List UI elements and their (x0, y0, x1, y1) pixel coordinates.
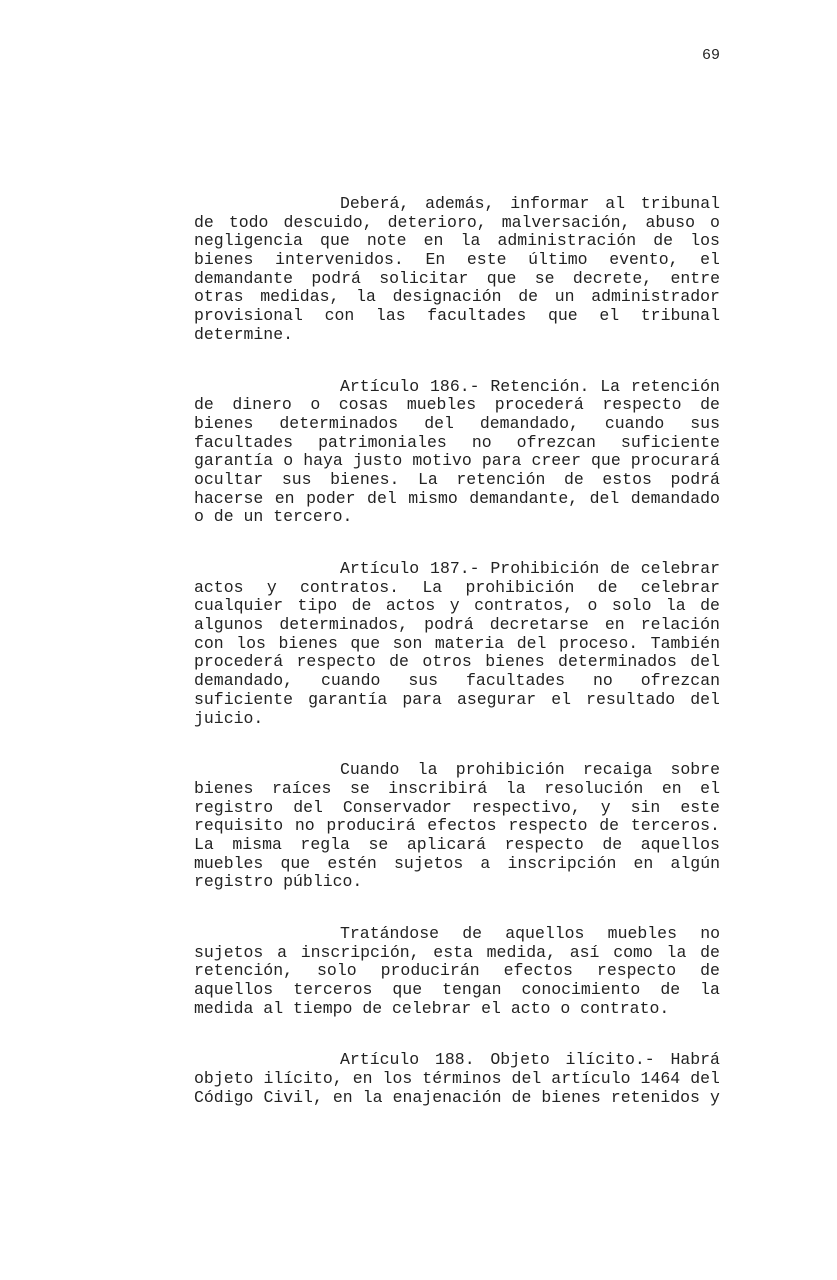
text-line (194, 1070, 720, 1089)
word: ilícito, (263, 1069, 343, 1089)
word: suficiente (194, 689, 294, 709)
word: actos (194, 577, 244, 597)
word: inscripción (507, 853, 617, 873)
word: respecto (596, 961, 677, 981)
word: de (194, 395, 214, 415)
word: terceros. (630, 816, 720, 836)
text-line (194, 817, 720, 836)
word: inscribirá (388, 778, 488, 798)
text-line (194, 471, 720, 490)
word: negligencia (194, 231, 303, 251)
word: de (700, 596, 720, 616)
word: de (700, 942, 720, 962)
word: Cuando (340, 760, 400, 780)
text-line (194, 560, 720, 579)
word: ofrezcan (516, 432, 596, 452)
word: ocultar (194, 469, 264, 489)
word: administrador (591, 287, 720, 307)
word: informar (510, 194, 590, 213)
word: medida, (486, 942, 556, 962)
word: el (551, 689, 572, 709)
text-line (194, 635, 720, 654)
word: aquellos (194, 980, 274, 1000)
word: de (564, 469, 584, 489)
word: 1464 (640, 1069, 681, 1089)
word: que (591, 451, 621, 471)
word: terceros (293, 980, 373, 1000)
word: sus (690, 413, 720, 433)
word: respectivo, (471, 797, 581, 817)
word: prohibición (455, 760, 565, 780)
text-line (194, 415, 720, 434)
word: en (274, 488, 295, 508)
word: contratos. (300, 577, 400, 597)
page-number: 69 (701, 47, 720, 64)
word: bienes (485, 652, 545, 672)
word: respecto (508, 816, 588, 836)
word: motivo (412, 451, 472, 471)
word: celebrar (640, 577, 720, 597)
word: del (293, 797, 323, 817)
word: el (700, 250, 720, 270)
word: que (547, 306, 578, 326)
word: en (661, 778, 682, 798)
word: que (392, 980, 423, 1000)
word: y (449, 596, 460, 616)
word: retención (456, 469, 546, 489)
word: con (194, 633, 224, 653)
word: de (511, 1087, 532, 1107)
word: del (424, 413, 454, 433)
word: estén (327, 853, 377, 873)
word: la (417, 760, 438, 780)
word: 187.- (430, 559, 480, 578)
word: celebrar (640, 559, 720, 578)
text-line (194, 307, 720, 326)
word: todo (228, 212, 269, 232)
word: cosas (338, 395, 389, 415)
word: de (610, 559, 630, 578)
word: aquellos (505, 924, 585, 943)
text-line (194, 288, 720, 307)
word: Deberá, (340, 194, 410, 213)
word: la (362, 1087, 383, 1107)
word: este (466, 250, 507, 270)
text-line: medida al tiempo de celebrar el acto o contrato. (194, 998, 670, 1018)
word: demandante, (469, 488, 579, 508)
word: justo (352, 451, 403, 471)
word: deterioro, (387, 212, 487, 232)
text-line (194, 836, 720, 855)
word: demandado (630, 488, 720, 508)
word: procederá (494, 395, 584, 415)
word: bienes (541, 1087, 601, 1107)
word: hacerse (194, 488, 264, 508)
word: intervenidos. (275, 250, 404, 270)
word: demandante (194, 268, 294, 288)
word: se (368, 834, 389, 854)
word: raíces (271, 778, 332, 798)
word: Conservador (342, 797, 452, 817)
word: efectos (503, 961, 573, 981)
word: el (599, 306, 620, 326)
word: suficiente (620, 432, 720, 452)
word: de (351, 596, 372, 616)
word: de (599, 816, 620, 836)
paragraph (194, 378, 720, 528)
text-line (194, 799, 720, 818)
word: Artículo (340, 376, 420, 396)
word: y (266, 577, 277, 597)
word: la (666, 942, 687, 962)
word: evento, (609, 250, 679, 270)
word: respecto (504, 834, 584, 854)
word: la (700, 980, 720, 1000)
word: registro (194, 797, 274, 817)
word: determinados (558, 652, 677, 672)
word: abuso (645, 212, 695, 232)
word: los (236, 633, 266, 653)
text-line (194, 925, 720, 944)
word: Artículo (340, 559, 420, 578)
word: en (633, 853, 654, 873)
word: administración (497, 231, 637, 251)
paragraph (194, 925, 720, 1018)
word: de (602, 834, 623, 854)
word: de (700, 961, 720, 981)
word: no (471, 432, 492, 452)
word: del (690, 689, 720, 709)
word: note (366, 231, 407, 251)
word: podrá (424, 615, 474, 635)
text-line (194, 691, 720, 710)
word: del (690, 652, 720, 672)
word: En (425, 250, 446, 270)
word: garantía (308, 689, 388, 709)
word: sujetos (393, 853, 464, 873)
word: misma (232, 834, 282, 854)
word: proceso. (558, 633, 639, 653)
word: o (310, 395, 321, 415)
word: decretarse (489, 615, 589, 635)
text-line (194, 616, 720, 635)
word: un (554, 287, 575, 307)
word: procederá (194, 652, 284, 672)
word: en (332, 1087, 353, 1107)
word: podrá (311, 268, 361, 288)
text-line (194, 490, 720, 509)
word: producirá (326, 816, 416, 836)
word: y (600, 797, 611, 817)
word: mismo (408, 488, 458, 508)
word: tengan (442, 980, 502, 1000)
word: ilícito.- (565, 1050, 655, 1070)
word: esta (433, 942, 473, 962)
word: Objeto (490, 1050, 550, 1070)
text-line (194, 579, 720, 598)
text-line: juicio. (194, 708, 264, 728)
text-line (194, 270, 720, 289)
word: como (613, 942, 653, 962)
word: inscripción, (300, 942, 420, 962)
word: sin (630, 797, 661, 817)
word: entre (670, 268, 720, 288)
word: efectos (427, 816, 497, 836)
word: actos (385, 596, 436, 616)
word: otras (194, 287, 244, 307)
word: los (690, 231, 720, 251)
word: cualquier (194, 596, 284, 616)
word: la (505, 778, 526, 798)
word: demandado, (194, 671, 294, 691)
word: o (587, 596, 598, 616)
word: al (605, 194, 625, 213)
word: así (569, 942, 600, 962)
word: retención, (194, 961, 294, 981)
paragraph (194, 761, 720, 892)
text-line (194, 597, 720, 616)
word: tribunal (640, 194, 720, 213)
word: no (593, 671, 613, 691)
text-line (194, 962, 720, 981)
word: cuando (320, 671, 381, 691)
paragraph (194, 560, 720, 728)
document-body (194, 195, 720, 1141)
word: aplicará (406, 834, 487, 854)
word: objeto (194, 1069, 254, 1089)
word: a (277, 942, 287, 962)
word: La (600, 376, 621, 396)
word: de (389, 652, 409, 672)
word: medidas, (260, 287, 340, 307)
word: de (518, 287, 539, 307)
word: del (589, 488, 620, 508)
text-line (194, 653, 720, 672)
word: la (356, 287, 376, 307)
word: de (660, 980, 681, 1000)
text-line (194, 1089, 720, 1108)
word: las (375, 306, 406, 326)
word: del (511, 1069, 542, 1089)
word: determinados (279, 413, 399, 433)
word: 186.- (430, 376, 480, 396)
word: estos (602, 469, 652, 489)
word: y (710, 1087, 720, 1107)
word: tipo (297, 596, 338, 616)
word: cuando (604, 413, 665, 433)
word: requisito (194, 816, 284, 836)
paragraph (194, 195, 720, 345)
word: retenidos (610, 1087, 700, 1107)
word: bienes (194, 778, 254, 798)
word: contratos, (474, 596, 574, 616)
word: conocimiento (521, 980, 641, 1000)
word: con (324, 306, 355, 326)
word: sobre (670, 760, 720, 780)
word: malversación, (501, 212, 631, 232)
word: en (604, 615, 625, 635)
word: que (350, 633, 381, 653)
word: haya (303, 451, 343, 471)
text-line (194, 232, 720, 251)
word: Retención. (490, 376, 590, 396)
word: dinero (232, 395, 292, 415)
word: en (423, 231, 444, 251)
word: determinados, (279, 615, 409, 635)
word: la (665, 596, 686, 616)
text-line (194, 761, 720, 780)
word: solo (611, 596, 652, 616)
word: facultades (194, 432, 294, 452)
word: La (194, 834, 214, 854)
word: podrá (670, 469, 720, 489)
word: sus (408, 671, 439, 691)
text-line (194, 855, 720, 874)
word: Código (194, 1087, 254, 1107)
word: de (597, 577, 618, 597)
text-line (194, 214, 720, 233)
word: tribunal (640, 306, 720, 326)
text-line (194, 378, 720, 397)
text-line (194, 780, 720, 799)
word: otros (422, 652, 472, 672)
text-line (194, 452, 720, 471)
word: Tratándose (340, 924, 440, 943)
word: de (462, 924, 483, 943)
text-line (194, 944, 720, 963)
word: que (486, 268, 517, 288)
word: en (352, 1069, 373, 1089)
word: enajenación (392, 1087, 502, 1107)
word: último (528, 250, 588, 270)
word: ofrezcan (640, 671, 720, 691)
word: retención (630, 376, 720, 396)
word: del (516, 633, 547, 653)
text-line (194, 251, 720, 270)
word: patrimoniales (318, 432, 447, 452)
word: También (650, 633, 720, 653)
word: procurará (630, 451, 720, 471)
word: el (700, 778, 720, 798)
text-line (194, 1051, 720, 1070)
word: Habrá (670, 1050, 720, 1070)
word: del (690, 1069, 720, 1089)
word: descuido, (283, 212, 373, 232)
word: a (480, 853, 491, 873)
word: Artículo (340, 1050, 420, 1070)
word: Prohibición (490, 559, 600, 578)
word: designación (392, 287, 502, 307)
word: bienes (194, 413, 254, 433)
word: no (294, 816, 315, 836)
word: poder (306, 488, 356, 508)
word: La (417, 469, 438, 489)
word: solicitar (379, 268, 469, 288)
word: asegurar (456, 689, 537, 709)
word: respecto (602, 395, 682, 415)
word: muebles (607, 924, 677, 943)
word: materia (434, 633, 505, 653)
word: para (481, 451, 522, 471)
text-line (194, 672, 720, 691)
text-line: registro público. (194, 872, 363, 892)
word: muebles (406, 395, 477, 415)
word: demandado, (479, 413, 579, 433)
word: bienes. (330, 469, 400, 489)
word: la (460, 231, 481, 251)
word: bienes (194, 250, 254, 270)
word: algún (670, 853, 720, 873)
word: relación (640, 615, 720, 635)
word: de (700, 395, 720, 415)
word: o (283, 451, 294, 471)
word: creer (531, 451, 581, 471)
word: no (700, 924, 720, 943)
word: muebles (194, 853, 264, 873)
word: de (653, 231, 674, 251)
word: facultades (466, 671, 566, 691)
word: aquellos (640, 834, 720, 854)
text-line (194, 195, 720, 214)
paragraph (194, 1051, 720, 1107)
word: algunos (194, 615, 264, 635)
word: que (320, 231, 350, 251)
word: Civil, (263, 1087, 323, 1107)
word: La (422, 577, 443, 597)
word: recaiga (582, 760, 653, 780)
word: para (402, 689, 442, 709)
word: o (710, 212, 720, 232)
word: sus (281, 469, 312, 489)
word: los (382, 1069, 413, 1089)
word: se (534, 268, 555, 288)
word: sujetos (194, 942, 264, 962)
word: artículo (551, 1069, 631, 1089)
text-line: o de un tercero. (194, 507, 353, 527)
word: decrete, (572, 268, 653, 288)
word: de (194, 212, 214, 232)
word: 188. (434, 1050, 475, 1070)
word: este (680, 797, 720, 817)
word: son (392, 633, 423, 653)
text-line: determine. (194, 324, 294, 344)
word: resolución (544, 778, 644, 798)
word: que (280, 853, 311, 873)
word: además, (425, 194, 495, 213)
word: garantía (194, 451, 274, 471)
word: regla (300, 834, 350, 854)
word: del (367, 488, 397, 508)
word: respecto (296, 652, 376, 672)
word: se (349, 778, 370, 798)
word: bienes (278, 633, 338, 653)
word: facultades (427, 306, 527, 326)
word: producirán (380, 961, 480, 981)
text-line (194, 434, 720, 453)
text-line (194, 396, 720, 415)
word: provisional (194, 306, 303, 326)
word: resultado (586, 689, 676, 709)
text-line (194, 981, 720, 1000)
word: solo (317, 961, 357, 981)
word: términos (422, 1069, 502, 1089)
word: prohibición (465, 577, 575, 597)
